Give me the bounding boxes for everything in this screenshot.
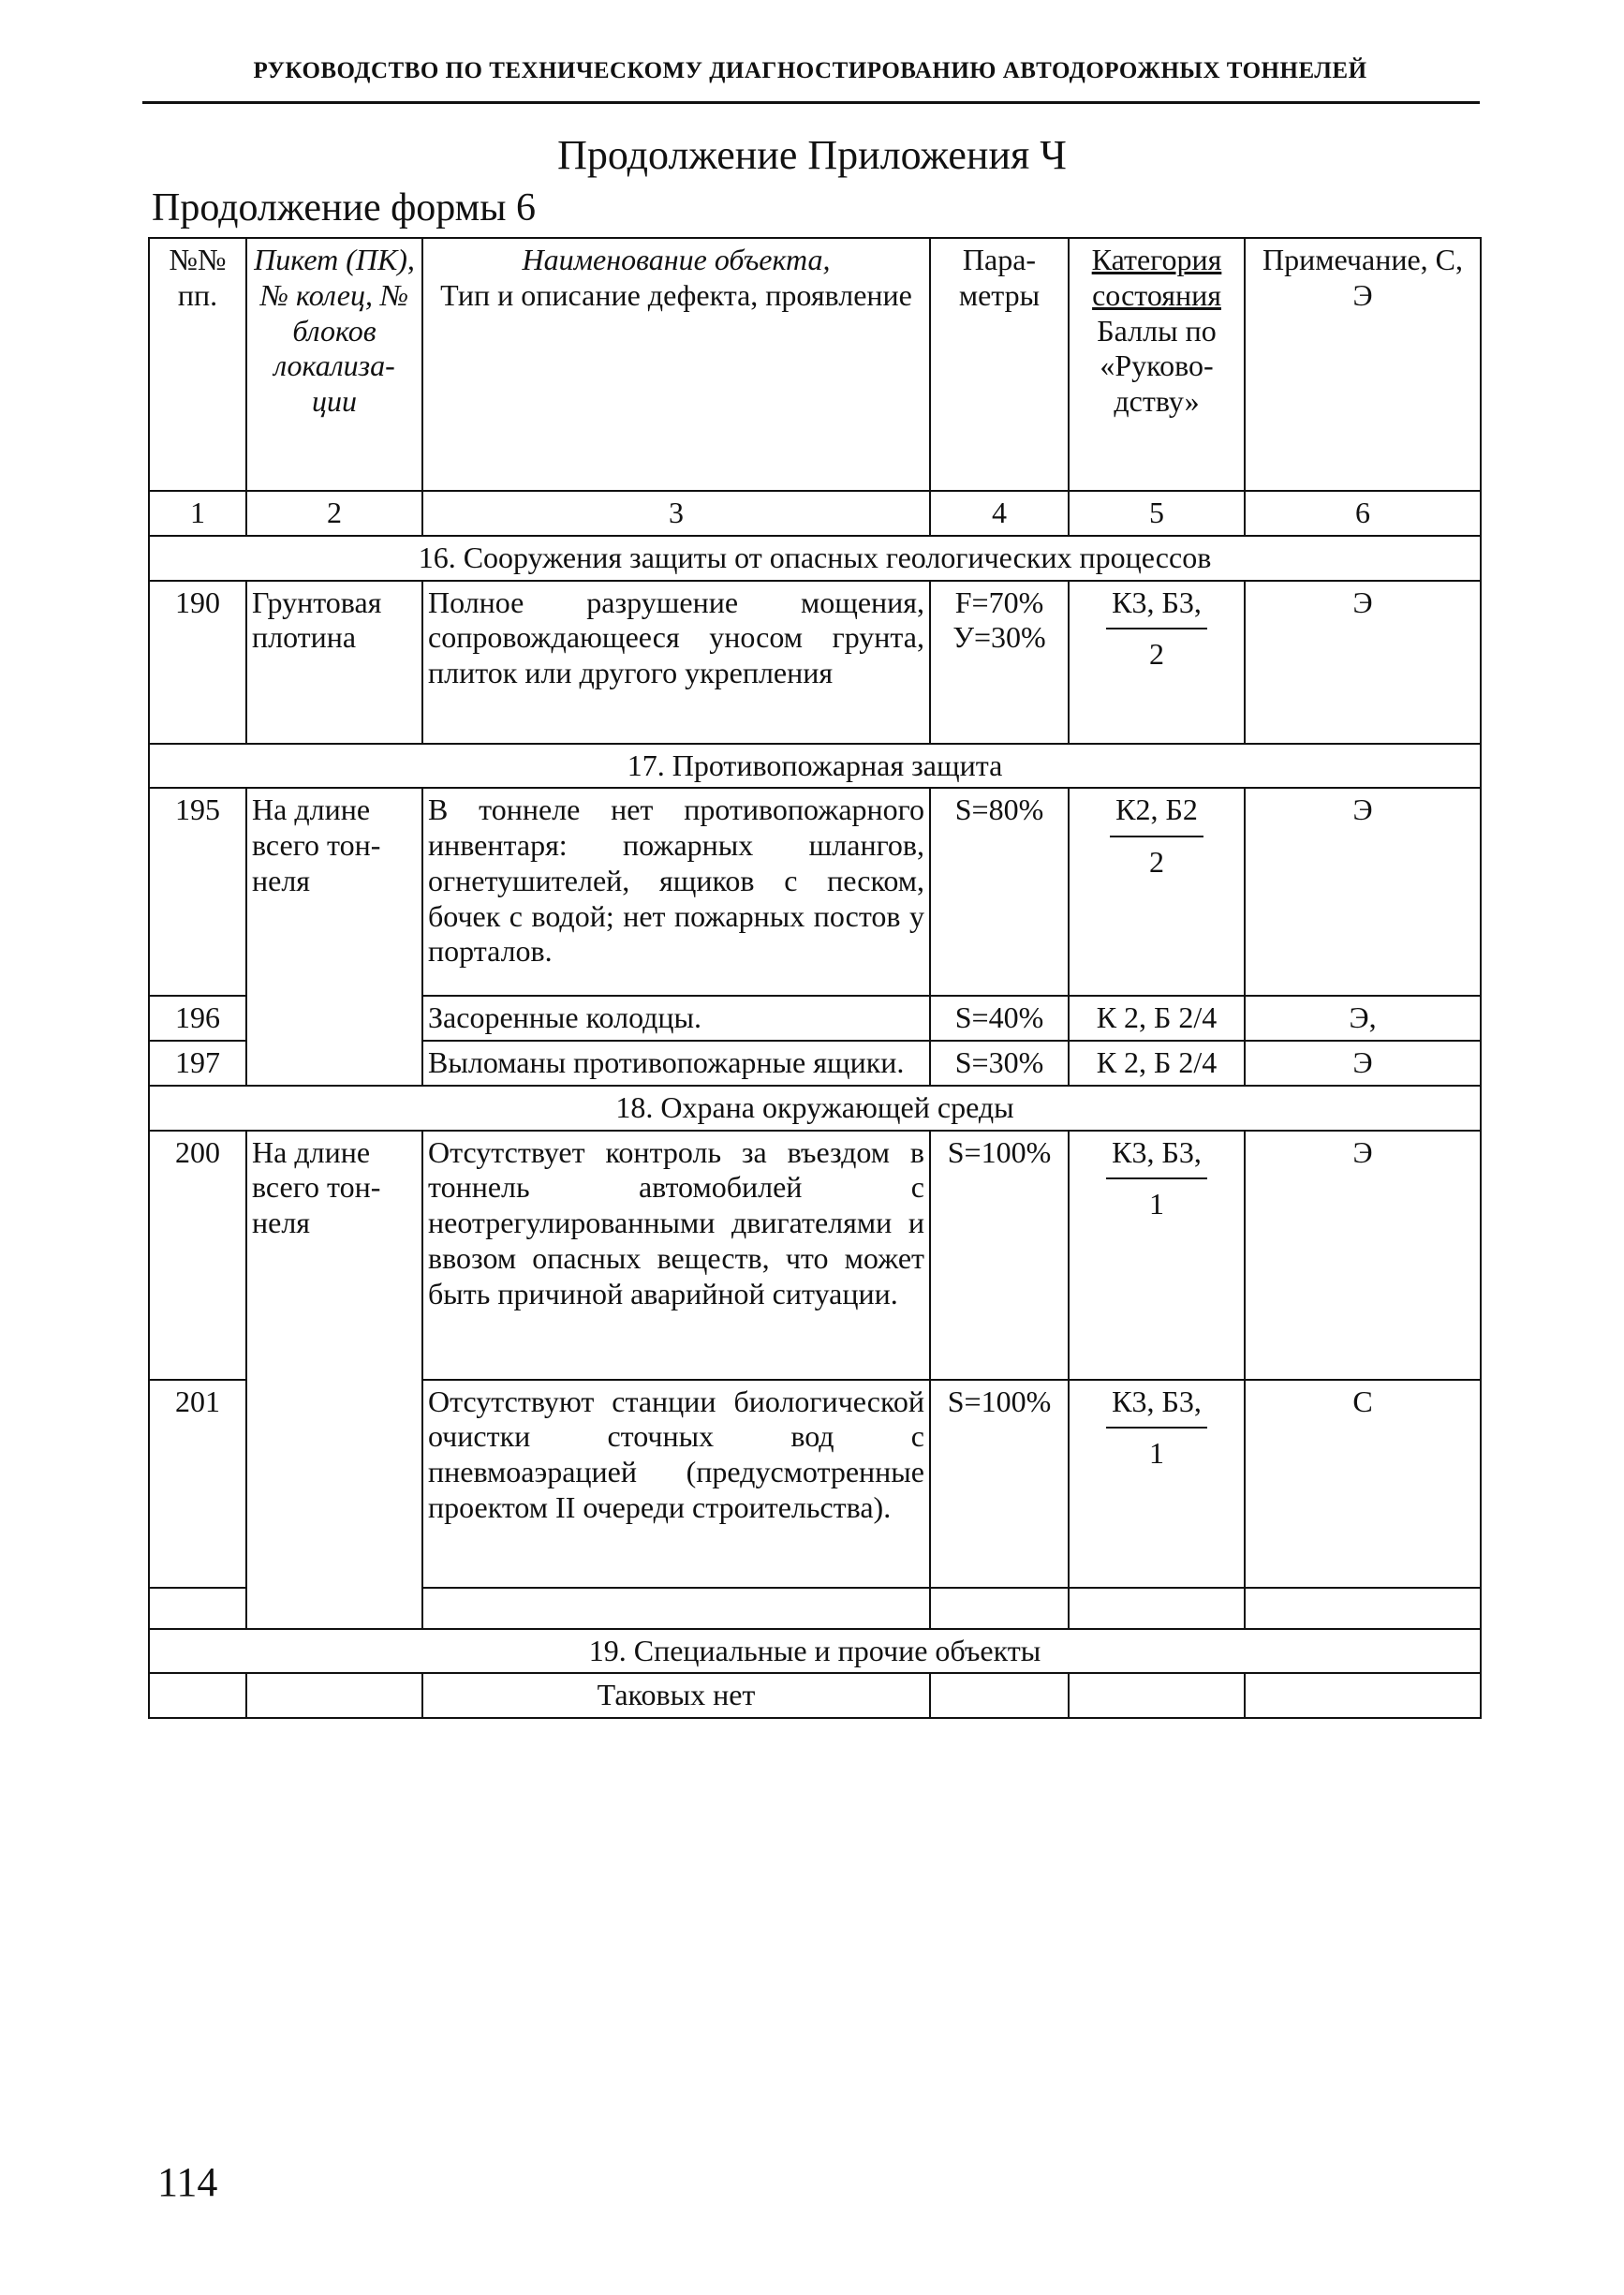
section-17 [149,744,1481,789]
col-number-6: 6 [1245,491,1481,536]
row-190-category-fraction [1106,585,1207,674]
header-object-name: Наименование объекта, [522,243,831,276]
section-18 [149,1086,1481,1131]
col-number-4: 4 [930,491,1069,536]
row-195-category [1069,788,1245,996]
table-header-row [149,238,1481,491]
empty-cell [1245,1588,1481,1629]
header-note: Примечание, С, Э [1245,238,1481,491]
empty-cell [149,1588,246,1629]
row-195-params: S=80% [930,788,1069,996]
row-195-note: Э [1245,788,1481,996]
row-196-note: Э, [1245,996,1481,1041]
row-195-category-fraction [1110,792,1203,881]
header-object [422,238,930,491]
row-190-category-points: 2 [1149,637,1164,672]
row-200-category-state: К3, Б3, [1106,1135,1207,1180]
column-numbers-row [149,491,1481,536]
empty-cell [930,1673,1069,1718]
row-190-number: 190 [149,581,246,744]
header-number: №№ пп. [149,238,246,491]
col-number-3: 3 [422,491,930,536]
row-none-description: Таковых нет [422,1673,930,1718]
row-197-category: К 2, Б 2/4 [1069,1041,1245,1086]
running-head: РУКОВОДСТВО ПО ТЕХНИЧЕСКОМУ ДИАГНОСТИРОВАНИЮ АВТОДОРОЖНЫХ ТОННЕЛЕЙ [253,58,1367,83]
empty-cell [149,1673,246,1718]
row-190-params: F=70% У=30% [930,581,1069,744]
appendix-title: Продолжение Приложения Ч [557,132,1067,178]
row-201-category-fraction [1106,1384,1207,1473]
empty-cell [1245,1673,1481,1718]
row-197-description: Выломаны противопожарные ящики. [422,1041,930,1086]
empty-cell [1069,1673,1245,1718]
section-19 [149,1629,1481,1674]
row-190-category-state: К3, Б3, [1106,585,1207,630]
row-190-description: Полное разрушение мощения, сопровождающееся уносом грунта, плиток или другого укрепления [422,581,930,744]
section-19-title: 19. Специальные и прочие объекты [149,1629,1481,1674]
defects-table [148,237,1482,1719]
row-201-number: 201 [149,1380,246,1588]
col-number-5: 5 [1069,491,1245,536]
row-196-category: К 2, Б 2/4 [1069,996,1245,1041]
table-row-200 [149,1131,1481,1380]
row-190-picket: Грунтовая плотина [246,581,422,744]
table-row-none [149,1673,1481,1718]
empty-cell [930,1588,1069,1629]
row-200-number: 200 [149,1131,246,1380]
header-picket: Пикет (ПК), № колец, № блоков локализа-ции [246,238,422,491]
col-number-1: 1 [149,491,246,536]
row-200-params: S=100% [930,1131,1069,1380]
section-16-title: 16. Сооружения защиты от опасных геологических процессов [149,536,1481,581]
row-195-number: 195 [149,788,246,996]
row-200-description: Отсутствует контроль за въездом в тоннель автомобилей с неотрегулированными двигателями и ввозом опасных веществ, что может быть причиной аварийной ситуации. [422,1131,930,1380]
table-row-195 [149,788,1481,996]
section-18-title: 18. Охрана окружающей среды [149,1086,1481,1131]
empty-cell [1069,1588,1245,1629]
empty-cell [422,1588,930,1629]
row-200-picket: На длине всего тон-неля [246,1131,422,1629]
row-197-number: 197 [149,1041,246,1086]
row-201-category-state: К3, Б3, [1106,1384,1207,1429]
row-201-params: S=100% [930,1380,1069,1588]
row-190-note: Э [1245,581,1481,744]
row-195-category-points: 2 [1149,845,1164,879]
row-200-category [1069,1131,1245,1380]
row-200-note: Э [1245,1131,1481,1380]
col-number-2: 2 [246,491,422,536]
row-195-category-state: К2, Б2 [1110,792,1203,837]
page-number: 114 [157,2159,218,2205]
header-params: Пара-метры [930,238,1069,491]
form-title: Продолжение формы 6 [152,186,536,230]
row-200-category-fraction [1106,1135,1207,1223]
table-row-190 [149,581,1481,744]
row-201-description: Отсутствуют станции биологической очистки сточных вод с пневмоаэрацией (предусмотренные проектом II очереди строительства). [422,1380,930,1588]
header-object-type: Тип и описание дефекта, проявление [440,277,912,312]
row-201-category [1069,1380,1245,1588]
header-category-state: Категория состояния [1091,243,1222,312]
header-rule [142,101,1480,104]
row-197-params: S=30% [930,1041,1069,1086]
row-196-description: Засоренные колодцы. [422,996,930,1041]
empty-cell [246,1673,422,1718]
row-196-number: 196 [149,996,246,1041]
row-190-category [1069,581,1245,744]
header-category [1069,238,1245,491]
row-195-picket: На длине всего тон-неля [246,788,422,1086]
row-197-note: Э [1245,1041,1481,1086]
row-201-note: С [1245,1380,1481,1588]
row-200-category-points: 1 [1149,1187,1164,1222]
header-category-points: Баллы по «Руково-дству» [1097,313,1217,418]
row-195-description: В тоннеле нет противопожарного инвентаря: пожарных шлангов, огнетушителей, ящиков с песком, бочек с водой; нет пожарных постов у порталов. [422,788,930,996]
section-16 [149,536,1481,581]
section-17-title: 17. Противопожарная защита [149,744,1481,789]
row-196-params: S=40% [930,996,1069,1041]
row-201-category-points: 1 [1149,1436,1164,1471]
